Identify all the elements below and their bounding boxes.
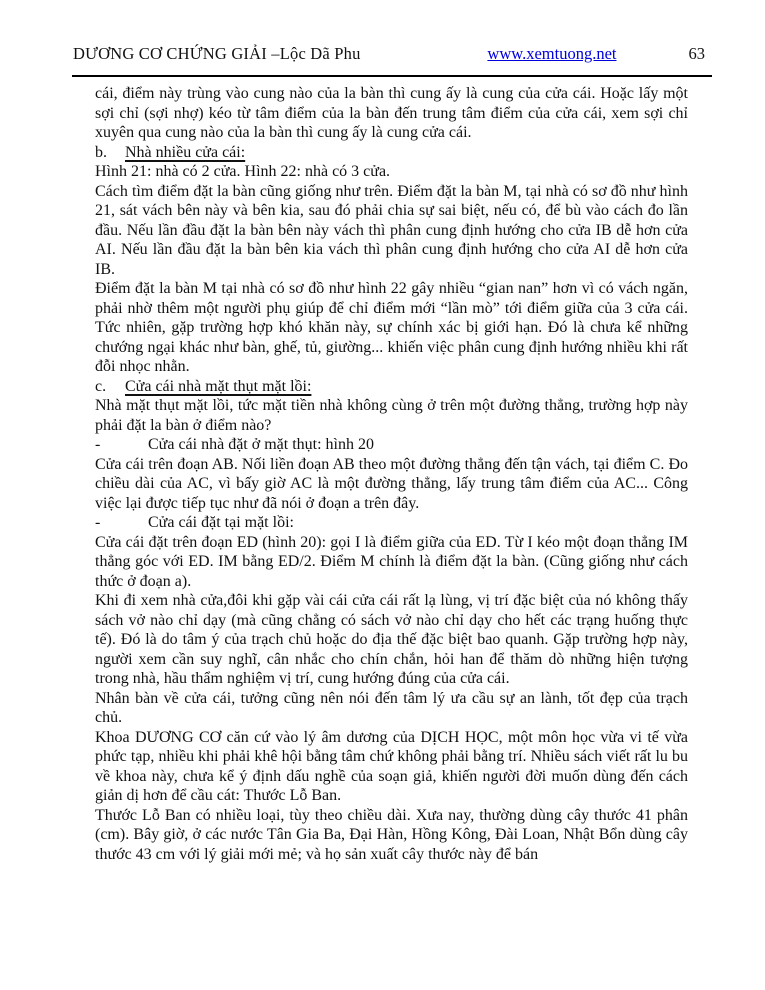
book-title: DƯƠNG CƠ CHỨNG GIẢI –Lộc Dã Phu	[73, 44, 361, 63]
paragraph-intro-continuation: cái, điểm này trùng vào cung nào của la bàn thì cung ấy là cung của cửa cái. Hoặc lấy một sợi chỉ (sợi nhợ) kéo từ tâm điểm của la bàn đến trung tâm điểm của cửa cái, xem sợi chỉ xuyên qua cung nào của la bàn thì cung ấy là cung cửa cái.	[95, 85, 688, 141]
section-heading-b	[95, 143, 688, 163]
paragraph-khoa-duong-co: Khoa DƯƠNG CƠ căn cứ vào lý âm dương của DỊCH HỌC, một môn học vừa vi tế vừa phức tạp, nhiều khi phải khê hội bằng tâm chứ không phải bằng trí. Nhiều sách viết rất lu bu về khoa này, chưa kể ý định dấu nghề của soạn giả, khiến người đời muốn dùng đến cách giản dị hơn để cầu cát: Thước Lỗ Ban.	[95, 728, 688, 804]
page-number: 63	[688, 44, 705, 63]
section-heading-b-prefix: b.	[95, 143, 107, 161]
header-divider	[72, 75, 712, 77]
paragraph-nhan-ban-ve-cua-cai: Nhân bàn về cửa cái, tưởng cũng nên nói đến tâm lý ưa cầu sự an lành, tốt đẹp của trạch chủ.	[95, 689, 688, 726]
paragraph-cua-cai-ab: Cửa cái trên đoạn AB. Nối liền đoạn AB theo một đường thẳng đến tận vách, tại điểm C. Đo chiều dài của AC, vì bấy giờ AC là một đường thẳng, lấy trung tâm điểm của AC... Công việc lại được tiếp tục như đã nói ở đoạn a trên đây.	[95, 455, 688, 512]
website-link[interactable]: www.xemtuong.net	[487, 44, 617, 63]
paragraph-cua-cai-ed: Cửa cái đặt trên đoạn ED (hình 20): gọi I là điểm giữa của ED. Từ I kéo một đoạn thẳng IM thẳng góc với ED. IM bằng ED/2. Điểm M chính là điểm đặt la bàn. (Cũng giống như cách thức ở đoạn a).	[95, 533, 688, 590]
bullet-text-mat-thut: Cửa cái nhà đặt ở mặt thụt: hình 20	[148, 436, 374, 453]
paragraph-khi-di-xem-nha: Khi đi xem nhà cửa,đôi khi gặp vài cái cửa cái rất lạ lùng, vị trí đặc biệt của nó không thấy sách vở nào chỉ dạy (mà cũng chẳng có sách vở nào chỉ dạy cho hết các trạng huống thực tế). Đó là do tâm ý của trạch chủ hoặc do địa thế đặc biệt bao quanh. Gặp trường hợp này, người xem cần suy nghĩ, cân nhắc cho chín chắn, hỏi han để thăm dò những hiện tượng trong nhà, hầu thẩm nghiệm vị trí, cung hướng đúng của cửa cái.	[95, 592, 688, 687]
section-heading-b-text: Nhà nhiều cửa cái:	[125, 143, 246, 161]
paragraph-hinh-21-22: Hình 21: nhà có 2 cửa. Hình 22: nhà có 3 cửa.	[95, 163, 391, 180]
paragraph-thuoc-lo-ban: Thước Lỗ Ban có nhiều loại, tùy theo chiều dài. Xưa nay, thường dùng cây thước 41 phân (cm). Bây giờ, ở các nước Tân Gia Ba, Đại Hàn, Hồng Kông, Đài Loan, Nhật Bổn dùng cây thước 43 cm với lý giải mới mẻ; và họ sản xuất cây thước này để bán	[95, 806, 688, 863]
paragraph-diem-dat-la-ban: Điểm đặt la bàn M tại nhà có sơ đồ như hình 22 gây nhiều “gian nan” hơn vì có vách ngăn, phải nhờ thêm một người phụ giúp để chỉ điểm mới “lần mò” tới điểm giữa của 3 cửa cái. Tức nhiên, gặp trường hợp khó khăn này, sự chính xác bị giới hạn. Đó là chưa kể những chướng ngại khác như bàn, ghế, tủ, giường... khiến việc phân cung định hướng nhiều khi rất đỗi nhọc nhằn.	[95, 280, 688, 375]
bullet-dash: -	[95, 436, 101, 453]
page-body	[95, 84, 688, 864]
section-heading-c-prefix: c.	[95, 377, 107, 395]
page-header	[0, 0, 765, 64]
section-heading-c	[95, 377, 688, 397]
paragraph-nha-mat-thut: Nhà mặt thụt mặt lồi, tức mặt tiền nhà không cùng ở trên một đường thẳng, trường hợp này phải đặt la bàn ở điểm nào?	[95, 397, 688, 434]
bullet-dash: -	[95, 514, 101, 531]
paragraph-cach-tim-diem: Cách tìm điểm đặt la bàn cũng giống như trên. Điểm đặt la bàn M, tại nhà có sơ đồ như hình 21, sát vách bên này và bên kia, sau đó phải chia sự sai biệt, nếu có, để bù vào cách đo lần đầu. Nếu lần đầu đặt la bàn bên này vách thì phân cung định hướng cho cửa IB dễ hơn cửa AI. Nếu lần đầu đặt la bàn bên kia vách thì phân cung định hướng cho cửa AI dễ hơn cửa IB.	[95, 182, 688, 278]
bullet-text-mat-loi: Cửa cái đặt tại mặt lồi:	[148, 514, 294, 531]
bullet-item-mat-loi	[95, 513, 688, 533]
bullet-item-mat-thut	[95, 435, 688, 455]
section-heading-c-text: Cửa cái nhà mặt thụt mặt lồi:	[125, 377, 312, 395]
